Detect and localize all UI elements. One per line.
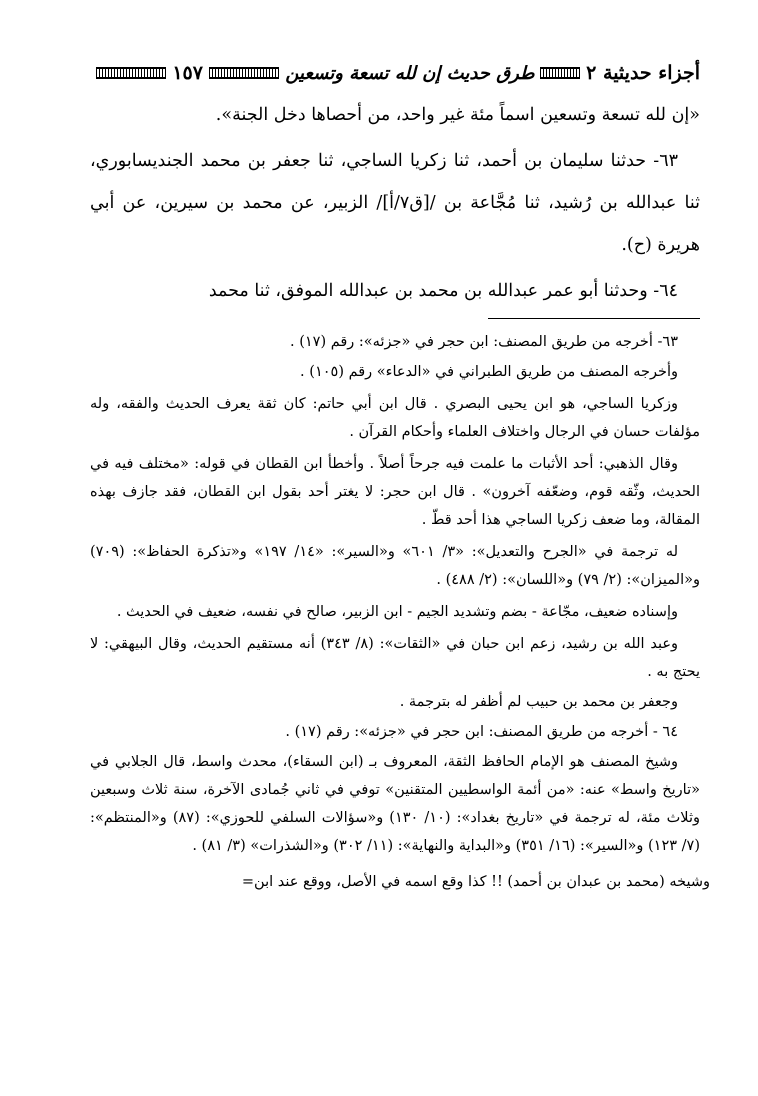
footnote-dhahabi: وقال الذهبي: أحد الأثبات ما علمت فيه جرحاً أصلاً . وأخطأ ابن القطان في قوله: «مختلف فيه في الحديث، وثّقه قوم، وضعّفه آخرون» . قال ابن حجر: لا يغتر أحد بقول ابن القطان، فقد جازف بهذه المقالة، وما ضعف زكريا الساجي هذا أحد قطّ . <box>90 456 700 528</box>
footnote-separator <box>488 318 700 319</box>
footnote-63-author-source: وأخرجه المصنف من طريق الطبراني في «الدعاء» رقم (١٠٥) . <box>300 364 678 380</box>
page-number: ١٥٧ <box>172 62 203 84</box>
header-rule <box>540 67 580 79</box>
footnote-author-shaykh: وشيخ المصنف هو الإمام الحافظ الثقة، المعروف بـ (ابن السقاء)، محدث واسط، قال الجلابي في «تاريخ واسط» عنه: «من أئمة الواسطيين المتقنين» توفي في ثاني جُمادى الآخرة، سنة ثلاث وسبعين وثلاث مئة، له ترجمة في «تاريخ بغداد»: (١٠/ ١٣٠) و«سؤالات السلفي للحوزي»: (٨٧) و«المنتظم»: (٧/ ١٢٣) و«السير»: (١٦/ ٣٥١) و«البداية والنهاية»: (١١/ ٣٠٢) و«الشذرات» (٣/ ٨١) . <box>90 754 700 854</box>
footnote-64-source: ٦٤ - أخرجه من طريق المصنف: ابن حجر في «جزئه»: رقم (١٧) . <box>285 724 678 740</box>
footnote-references: له ترجمة في «الجرح والتعديل»: «٣/ ٦٠١» و«السير»: «١٤/ ١٩٧» و«تذكرة الحفاظ»: (٧٠٩) و«الميزان»: (٢/ ٧٩) و«اللسان»: (٢/ ٤٨٨) . <box>90 544 700 588</box>
book-page <box>90 50 710 1060</box>
hadith-63-isnad: ٦٣- حدثنا سليمان بن أحمد، ثنا زكريا الساجي، ثنا جعفر بن محمد الجنديسابوري، ثنا عبدالله بن رُشيد، ثنا مُجَّاعة بن /[ق٧/أ]/ الزبير، عن محمد بن سيرين، عن أبي هريرة (ح). <box>90 151 700 255</box>
series-title: أجزاء حديثية ٢ <box>586 62 700 84</box>
main-text <box>90 94 700 316</box>
footnote-jafar: وجعفر بن محمد بن حبيب لم أظفر له بترجمة . <box>399 694 678 710</box>
running-header <box>90 56 700 90</box>
hadith-64-isnad: ٦٤- وحدثنا أبو عمر عبدالله بن محمد بن عبدالله الموفق، ثنا محمد <box>208 281 678 301</box>
book-title: طرق حديث إن لله تسعة وتسعين <box>285 62 535 84</box>
footnote-abdullah-rushaid: وعبد الله بن رشيد، زعم ابن حبان في «الثقات»: (٨/ ٣٤٣) أنه مستقيم الحديث، وقال البيهقي: لا يحتج به . <box>90 636 700 680</box>
footnote-zakariya: وزكريا الساجي، هو ابن يحيى البصري . قال ابن أبي حاتم: كان ثقة يعرف الحديث والفقه، وله مؤلفات حسان في الرجال واختلاف العلماء وأحكام القرآن . <box>90 396 700 440</box>
header-rule <box>209 67 279 79</box>
header-rule <box>96 67 166 79</box>
hadith-text: «إن لله تسعة وتسعين اسماً مئة غير واحد، من أحصاها دخل الجنة». <box>215 105 700 125</box>
footnote-continuation: وشيخه (محمد بن عبدان بن أحمد) !! كذا وقع اسمه في الأصل، ووقع عند ابن= <box>241 874 710 890</box>
footnote-63-source: ٦٣- أخرجه من طريق المصنف: ابن حجر في «جزئه»: رقم (١٧) . <box>289 334 678 350</box>
footnotes <box>90 328 710 898</box>
footnote-isnad-grade: وإسناده ضعيف، مجّاعة - بضم وتشديد الجيم - ابن الزبير، صالح في نفسه، ضعيف في الحديث . <box>116 604 678 620</box>
